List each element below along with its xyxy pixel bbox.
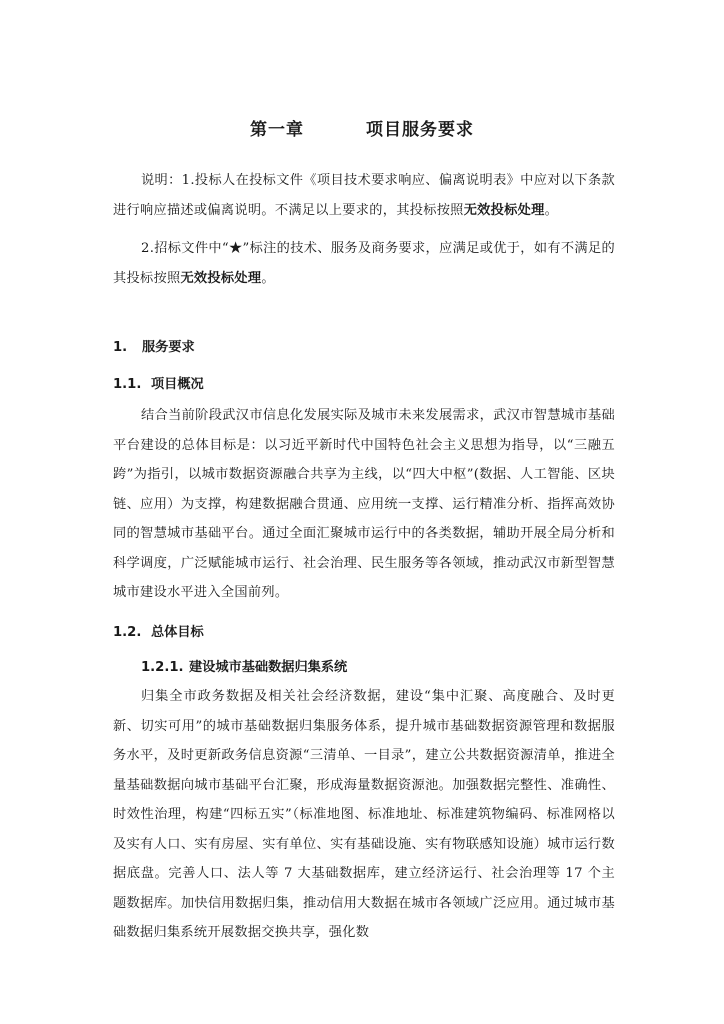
section-1-2-heading — [113, 621, 204, 640]
intro-p2-end: 。 — [261, 270, 275, 286]
intro-p2-text: 2.招标文件中“★”标注的技术、服务及商务要求，应满足或优于，如有不满足的其投标按照 — [113, 241, 615, 286]
section-1-1-body: 结合当前阶段武汉市信息化发展实际及城市未来发展需求，武汉市智慧城市基础平台建设的总体目标是：以习近平新时代中国特色社会主义思想为指导，以“三融五跨”为指引，以城市数据资源融合共享为主线，以“四大中枢”(数据、人工智能、区块链、应用）为支撑，构建数据融合贯通、应用统一支撑、运行精准分析、指挥高效协同的智慧城市基础平台。通过全面汇聚城市运行中的各类数据，辅助开展全局分析和科学调度，广泛赋能城市运行、社会治理、民生服务等各领域，推动武汉市新型智慧城市建设水平进入全国前列。 — [113, 408, 615, 600]
section-1-2-title: 总体目标 — [151, 625, 204, 640]
chapter-number: 第一章 — [250, 120, 304, 140]
section-1-1-number: 1.1. — [113, 377, 142, 392]
section-1-2-1-heading — [141, 656, 347, 675]
intro-p2-bold: 无效投标处理 — [180, 270, 262, 286]
section-1-1-title: 项目概况 — [151, 377, 204, 392]
chapter-title — [0, 115, 724, 140]
intro-paragraph-2 — [113, 234, 615, 293]
section-1-title: 服务要求 — [142, 340, 195, 355]
intro-p1-bold: 无效投标处理 — [463, 202, 545, 218]
intro-p1-text: 说明：1.投标人在投标文件《项目技术要求响应、偏离说明表》中应对以下条款进行响应描述或偏离说明。不满足以上要求的，其投标按照 — [113, 173, 615, 218]
section-1-2-1-body: 归集全市政务数据及相关社会经济数据，建设“集中汇聚、高度融合、及时更新、切实可用”的城市基础数据归集服务体系，提升城市基础数据资源管理和数据服务水平，及时更新政务信息资源“三清单、一目录”，建立公共数据资源清单，推进全量基础数据向城市基础平台汇聚，形成海量数据资源池。加强数据完整性、准确性、时效性治理，构建“四标五实”（标准地图、标准地址、标准建筑物编码、标准网格以及实有人口、实有房屋、实有单位、实有基础设施、实有物联感知设施）城市运行数据底盘。完善人口、法人等 7 大基础数据库，建立经济运行、社会治理等 17 个主题数据库。加快信用数据归集，推动信用大数据在城市各领域广泛应用。通过城市基础数据归集系统开展数据交换共享，强化数 — [113, 689, 615, 940]
intro-p1-end: 。 — [544, 202, 559, 218]
chapter-name: 项目服务要求 — [366, 120, 474, 140]
intro-paragraph-1 — [113, 166, 615, 225]
section-1-2-number: 1.2. — [113, 625, 142, 640]
section-1-2-1-title: 建设城市基础数据归集系统 — [189, 660, 348, 675]
section-1-1-heading — [113, 373, 204, 392]
section-1-heading — [113, 336, 195, 355]
section-1-number: 1. — [113, 340, 128, 355]
section-1-2-1-number: 1.2.1. — [141, 660, 184, 675]
